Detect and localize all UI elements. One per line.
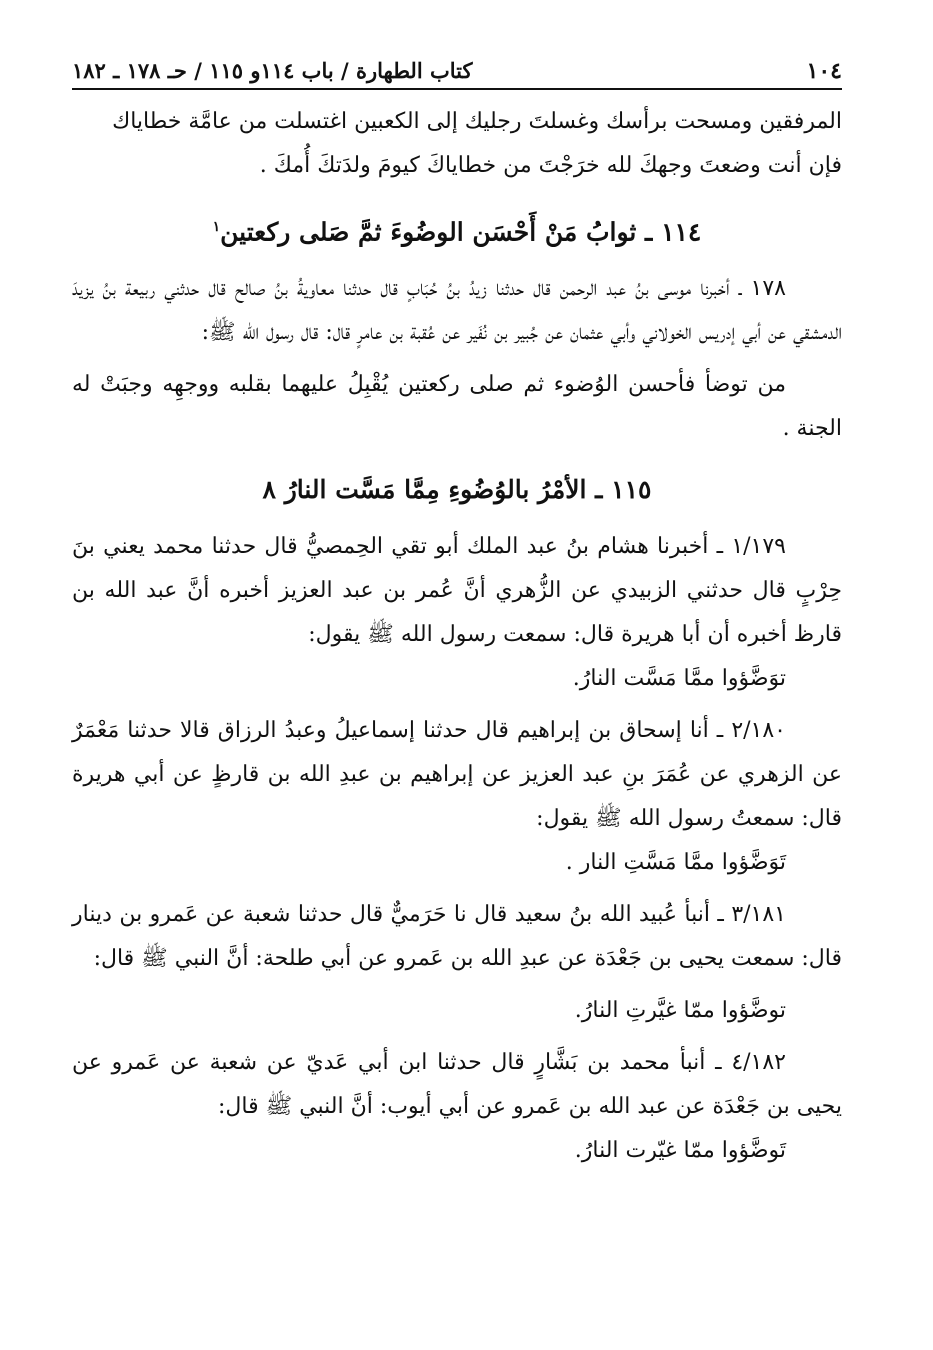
running-header <box>72 56 842 90</box>
intro-line-2: فإن أنت وضعتَ وجهكَ لله خرَجْتَ من خطاياكَ كيومَ ولدَتكَ أُمكَ . <box>259 153 842 178</box>
hadith-181-matn: توضَّؤوا ممّا غيَّرتِ النارُ. <box>574 998 786 1024</box>
hadith-180-isnad: ٢/١٨٠ ـ أنا إسحاق بن إبراهيم قال حدثنا إسماعيلُ وعبدُ الرزاق قالا حدثنا مَعْمَرٌ عن الزهري عن عُمَرَ بنِ عبد العزيز عن إبراهيم بن عبدِ الله بن قارظٍ عن أبي هريرة قال: سمعتُ رسول الله ﷺ يقول: <box>72 718 842 832</box>
running-title: كتاب الطهارة / باب ١١٤و ١١٥ / حـ ١٧٨ ـ ١٨٢ <box>72 58 473 83</box>
page-number: ١٠٤ <box>806 58 842 84</box>
hadith-181-isnad: ٣/١٨١ ـ أنبأ عُبيد الله بنُ سعيد قال نا حَرَميٌّ قال حدثنا شعبة عن عَمرو بن دينار قال: سمعت يحيى بن جَعْدَة عن عبدِ الله بن عَمرو عن أبي طلحة: أنَّ النبي ﷺ قال: <box>72 902 842 972</box>
hadith-179-matn: توَضَّؤوا ممَّا مَسَّت النارُ. <box>572 666 786 692</box>
chapter-heading-115 <box>72 467 842 513</box>
chapter-heading-114 <box>72 204 842 255</box>
hadith-182-isnad: ٤/١٨٢ ـ أنبأ محمد بن بَشَّارٍ قال حدثنا ابن أبي عَديّ عن شعبة عن عَمرو عن يحيى بن جَعْدَة عن عبد الله بن عَمرو عن أبي أيوب: أنَّ النبي ﷺ قال: <box>72 1050 842 1120</box>
hadith-182-matn: تَوضَّؤوا ممّا غيّرت النارُ. <box>574 1138 786 1164</box>
hadith-179-isnad: ١/١٧٩ ـ أخبرنا هشام بنُ عبد الملك أبو تقي الحِمصيُّ قال حدثنا محمد يعني بنَ حِرْبٍ قال حدثني الزبيدي عن الزُّهري أنَّ عُمر بن عبد العزيز أخبره أنَّ عبد الله بن قارظ أخبره أن أبا هريرة قال: سمعت رسول الله ﷺ يقول: <box>72 534 842 648</box>
footnote-mark-115: ٨ <box>262 475 276 505</box>
intro-paragraph <box>72 100 842 188</box>
footnote-mark-114: ١ <box>212 219 221 235</box>
chapter-title-115: ١١٥ ـ الأمْرُ بالوُضُوءِ مِمَّا مَسَّت النارُ <box>284 475 652 505</box>
document-page <box>72 56 842 1173</box>
hadith-178-isnad: ١٧٨ ـ أخبرنا موسى بنُ عبد الرحمن قال حدثنا زيدُ بنُ حُبَابٍ قال حدثنا معاويةُ بنُ صالح قال حدثني ربيعة بنُ يزيدَ الدمشقي عن أبي إدريس الخولاني وأبي عثمان عن جُبير بن نُفَير عن عُقبة بن عامرٍ قال: قال رسول الله ﷺ: <box>72 276 842 346</box>
intro-line-1: المرفقين ومسحت برأسك وغسلتَ رجليك إلى الكعبين اغتسلت من عامَّة خطاياك <box>112 109 842 134</box>
hadith-180-matn: تَوَضَّؤوا ممَّا مَسَّتِ النار . <box>565 850 786 876</box>
hadith-178-matn: من توضأ فأحسن الوُضوء ثم صلى ركعتين يُقْبِلُ عليهما بقلبه ووجهِه وجبَتْ له الجنة . <box>72 372 842 442</box>
chapter-title-114: ١١٤ ـ ثوابُ مَنْ أَحْسَن الوضُوءَ ثمَّ صَلى ركعتين <box>220 217 702 247</box>
